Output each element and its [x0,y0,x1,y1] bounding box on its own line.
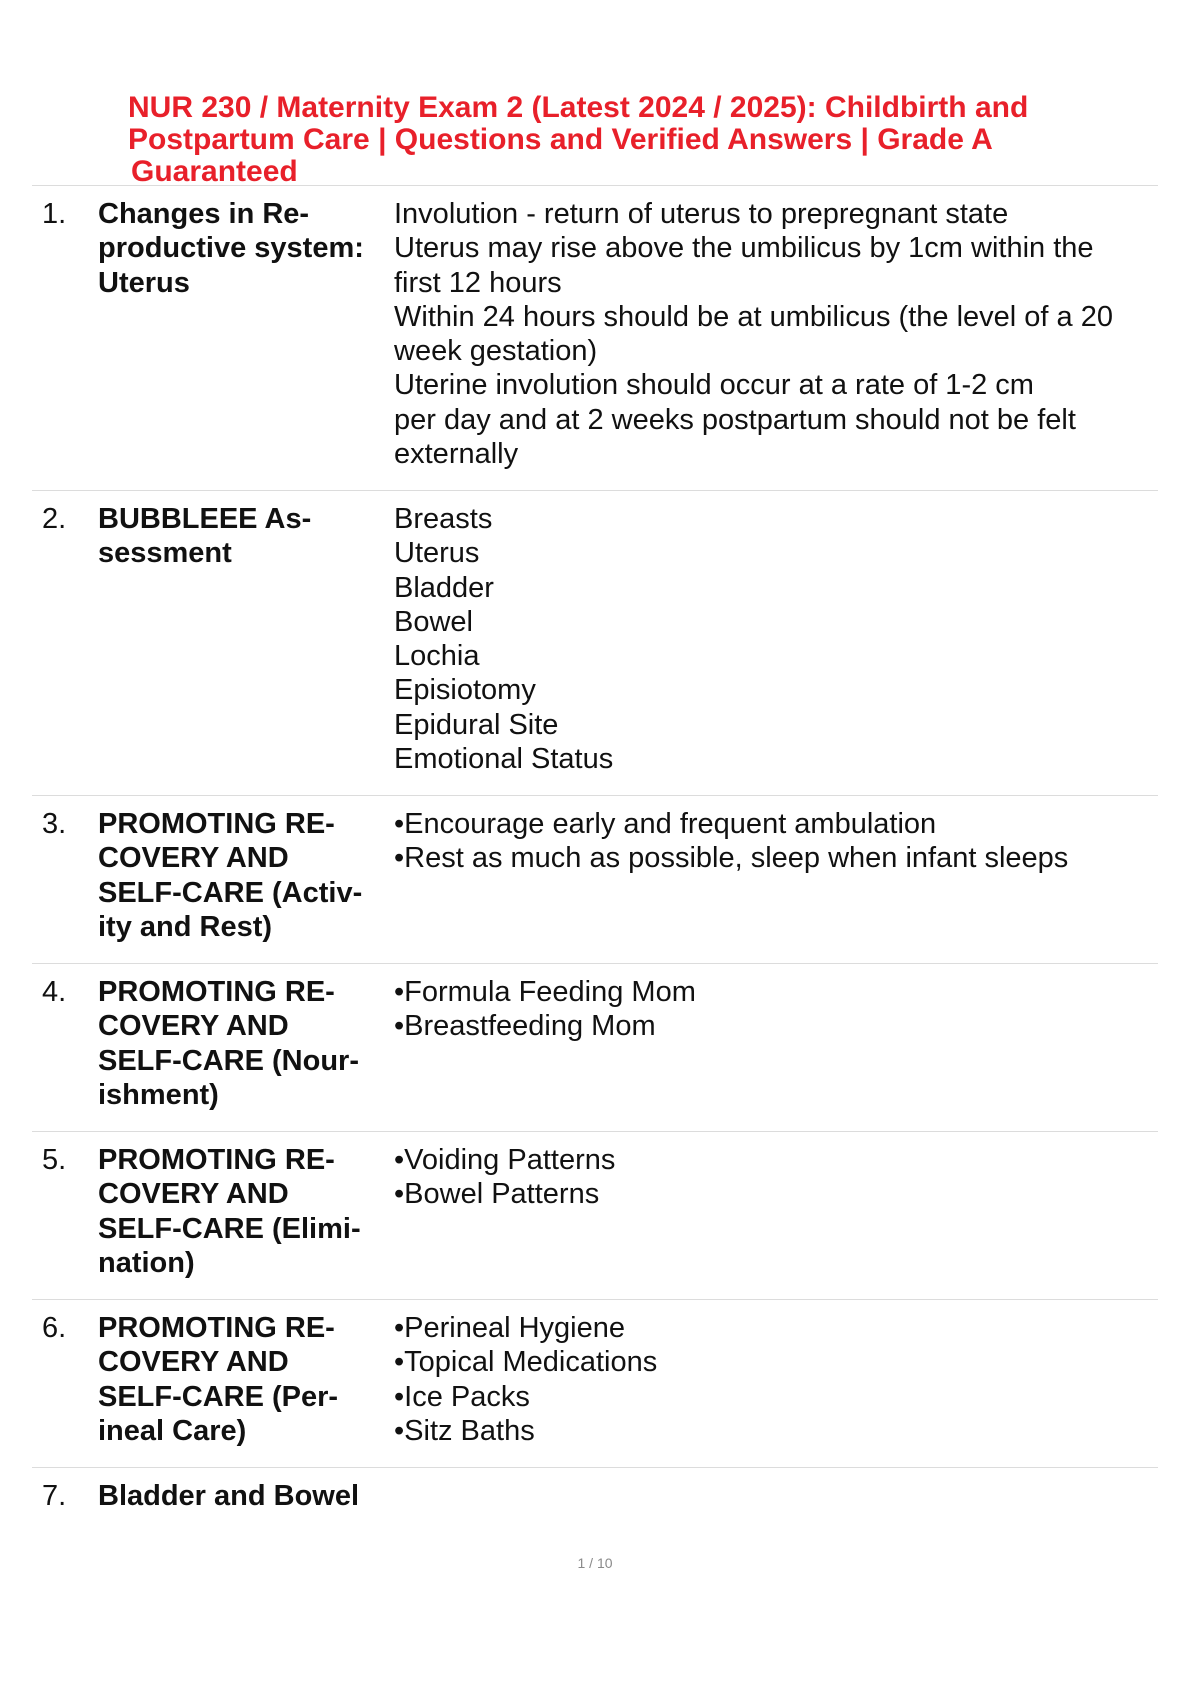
definition-line: Within 24 hours should be at umbilicus (the level of a 20 [394,300,1113,333]
card-number: 7. [42,1480,67,1512]
term-line: ineal Care) [98,1414,247,1447]
card-term [98,502,388,571]
term-line: SELF-CARE (Nour- [98,1044,359,1077]
term-line: ity and Rest) [98,910,273,943]
definition-line: Uterus may rise above the umbilicus by 1cm within the [394,232,1094,265]
term-line: Uterus [98,266,190,299]
divider [32,795,1158,796]
definition-line: Breasts [394,503,493,535]
term-line: SELF-CARE (Activ- [98,876,363,909]
definition-line: •Formula Feeding Mom [394,976,696,1008]
term-line: COVERY AND [98,842,289,875]
card-definition [394,1143,1154,1212]
term-line: PROMOTING RE- [98,1312,335,1344]
definition-line: •Perineal Hygiene [394,1312,626,1344]
divider [32,185,1158,186]
definition-line: Involution - return of uterus to prepregnant state [394,198,1009,230]
card-term [98,1143,388,1280]
definition-line: Episiotomy [394,674,536,707]
definition-line: Emotional Status [394,743,614,776]
divider [32,1467,1158,1468]
term-line: ishment) [98,1078,219,1111]
definition-line: Bowel [394,605,473,638]
term-line: COVERY AND [98,1346,289,1379]
card-term [98,807,388,944]
term-line: nation) [98,1246,195,1279]
definition-line: •Rest as much as possible, sleep when infant sleeps [394,842,1069,875]
card-definition [394,502,1154,776]
term-line: Bladder and Bowel [98,1480,360,1512]
card-definition [394,1311,1154,1448]
definition-line: •Breastfeeding Mom [394,1010,656,1043]
title-line: Guaranteed [131,155,298,188]
definition-line: •Voiding Patterns [394,1144,616,1176]
document-title [128,92,1108,188]
card-definition [394,807,1154,876]
card-number: 1. [42,198,67,230]
definition-line: Uterine involution should occur at a rate of 1-2 cm [394,369,1034,402]
definition-line: Bladder [394,571,494,604]
card-number: 4. [42,976,67,1008]
card-number: 6. [42,1312,67,1344]
card-term [98,1479,388,1513]
title-line: NUR 230 / Maternity Exam 2 (Latest 2024 / 2025): Childbirth and [128,91,1029,124]
term-line: SELF-CARE (Elimi- [98,1212,361,1245]
definition-line: Lochia [394,640,480,673]
definition-line: •Bowel Patterns [394,1178,600,1211]
definition-line: Uterus [394,537,480,570]
card-definition [394,197,1154,471]
definition-line: externally [394,438,519,471]
card-term [98,975,388,1112]
definition-line: week gestation) [394,335,598,368]
card-number: 5. [42,1144,67,1176]
definition-line: first 12 hours [394,266,562,299]
term-line: productive system: [98,232,364,265]
card-term [98,197,388,300]
definition-line: •Encourage early and frequent ambulation [394,808,937,840]
title-line: Postpartum Care | Questions and Verified Answers | Grade A [128,123,993,156]
term-line: PROMOTING RE- [98,808,335,840]
divider [32,1131,1158,1132]
divider [32,963,1158,964]
divider [32,1299,1158,1300]
term-line: SELF-CARE (Per- [98,1380,339,1413]
term-line: sessment [98,537,232,570]
term-line: PROMOTING RE- [98,1144,335,1176]
term-line: PROMOTING RE- [98,976,335,1008]
card-definition [394,975,1154,1044]
term-line: Changes in Re- [98,198,310,230]
definition-line: per day and at 2 weeks postpartum should not be felt [394,403,1076,436]
term-line: COVERY AND [98,1178,289,1211]
page-indicator: 1 / 10 [577,1555,613,1571]
definition-line: Epidural Site [394,708,559,741]
definition-line: •Topical Medications [394,1346,658,1379]
term-line: BUBBLEEE As- [98,503,312,535]
term-line: COVERY AND [98,1010,289,1043]
definition-line: •Ice Packs [394,1380,530,1413]
card-number: 2. [42,503,67,535]
card-number: 3. [42,808,67,840]
definition-line: •Sitz Baths [394,1414,535,1447]
card-term [98,1311,388,1448]
divider [32,490,1158,491]
